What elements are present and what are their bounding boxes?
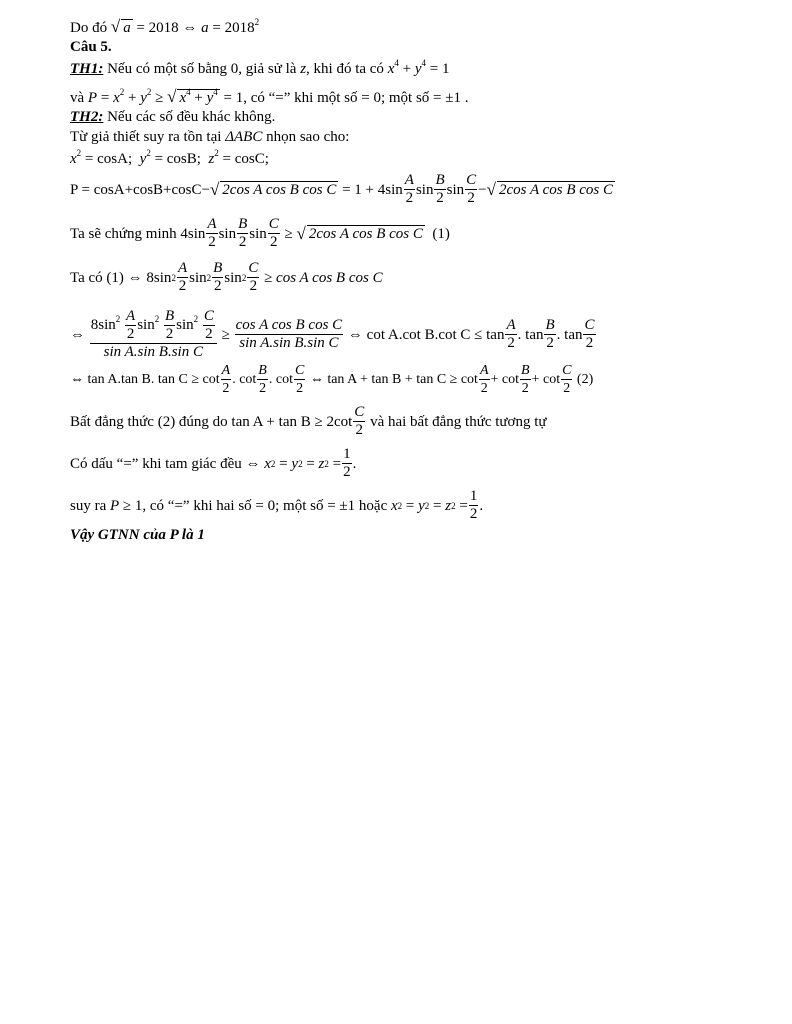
result-line: suy ra P ≥ 1, có “=” khi hai số = 0; một số = ±1 hoặc x 2 = y 2 = z 2 = $\frac{1}{2}$ . bbox=[70, 488, 484, 522]
inequality-2-justification: Bất đẳng thức (2) đúng do tan A + tan B ≥ 2cot $\frac{C}{2}$ và hai bất đẳng thức tương tự bbox=[70, 404, 547, 438]
cot-inequality: ⇔ $8\sin^2$ $\frac{A}{2}$ $\sin^2$ $\frac{B}{2}$ $\sin^2$ $\frac{C}{2}$ sin A.sin B.sin C ≥ $\frac{\text{cos A cos B cos C}}{\text{sin A.sin B.sin C}}$ ⇔ cot A.cot B.cot C ≤ tan $\frac{A}{2}$ . tan $\frac{B}{2}$ . tan $\frac{C}{2}$ bbox=[70, 308, 595, 360]
equality-condition: Có dấu “=” khi tam giác đều ⇔ x 2 = y 2 = z 2 = $\frac{1}{2}$ . bbox=[70, 446, 357, 480]
tan-inequality: ⇔ tan A.tan B. tan C ≥ cot $\frac{A}{2}$ . cot $\frac{B}{2}$ . cot $\frac{C}{2}$ ⇔ tan A + tan B + tan C ≥ cot $\frac{A}{2}$ + cot $\frac{B}{2}$ + cot $\frac{C}{2}$ (2) bbox=[70, 363, 594, 396]
case-1-line: TH1: Nếu có một số bằng 0, giả sử là z, khi đó ta có $x^4 + y^4 = 1$ bbox=[70, 58, 450, 77]
claim-1: Ta sẽ chứng minh 4sin $\frac{A}{2}$ sin $\frac{B}{2}$ sin $\frac{C}{2}$ ≥ √ 2cos A cos B cos C (1) bbox=[70, 216, 450, 250]
conclusion: Vậy GTNN của P là 1 bbox=[70, 527, 205, 543]
line-sqrt-a: Do đó √ a = 2018 ⇔ $a = 2018^2$ bbox=[70, 17, 260, 36]
question-title: Câu 5. bbox=[70, 39, 112, 55]
triangle-assumption: Từ giả thiết suy ra tồn tại ΔABC nhọn sao cho: bbox=[70, 129, 350, 145]
cos-substitution: $x^2 = \cos A$; $y^2 = \cos B$; $z^2 = \cos C$; bbox=[70, 148, 269, 167]
p-expression: P = cosA+cosB+cosC− √ 2cos A cos B cos C = 1 + 4sin $\frac{A}{2}$ sin $\frac{B}{2}$ sin $\frac{C}{2}$ − √ 2cos A cos B cos C bbox=[70, 172, 613, 206]
case-1-inequality: và $P = x^2 + y^2$ ≥ √ $x^4 + y^4 = 1$, có “=” khi một số = 0; một số = ±1 . bbox=[70, 87, 469, 106]
case-1-label: TH1: bbox=[70, 61, 104, 77]
case-2-label: TH2: bbox=[70, 109, 104, 125]
claim-1-equivalent: Ta có (1) ⇔ 8sin 2 $\frac{A}{2}$ sin 2 $\frac{B}{2}$ sin 2 $\frac{C}{2}$ ≥ cos A cos B cos C bbox=[70, 260, 383, 294]
case-2-line: TH2: Nếu các số đều khác không. bbox=[70, 109, 276, 125]
